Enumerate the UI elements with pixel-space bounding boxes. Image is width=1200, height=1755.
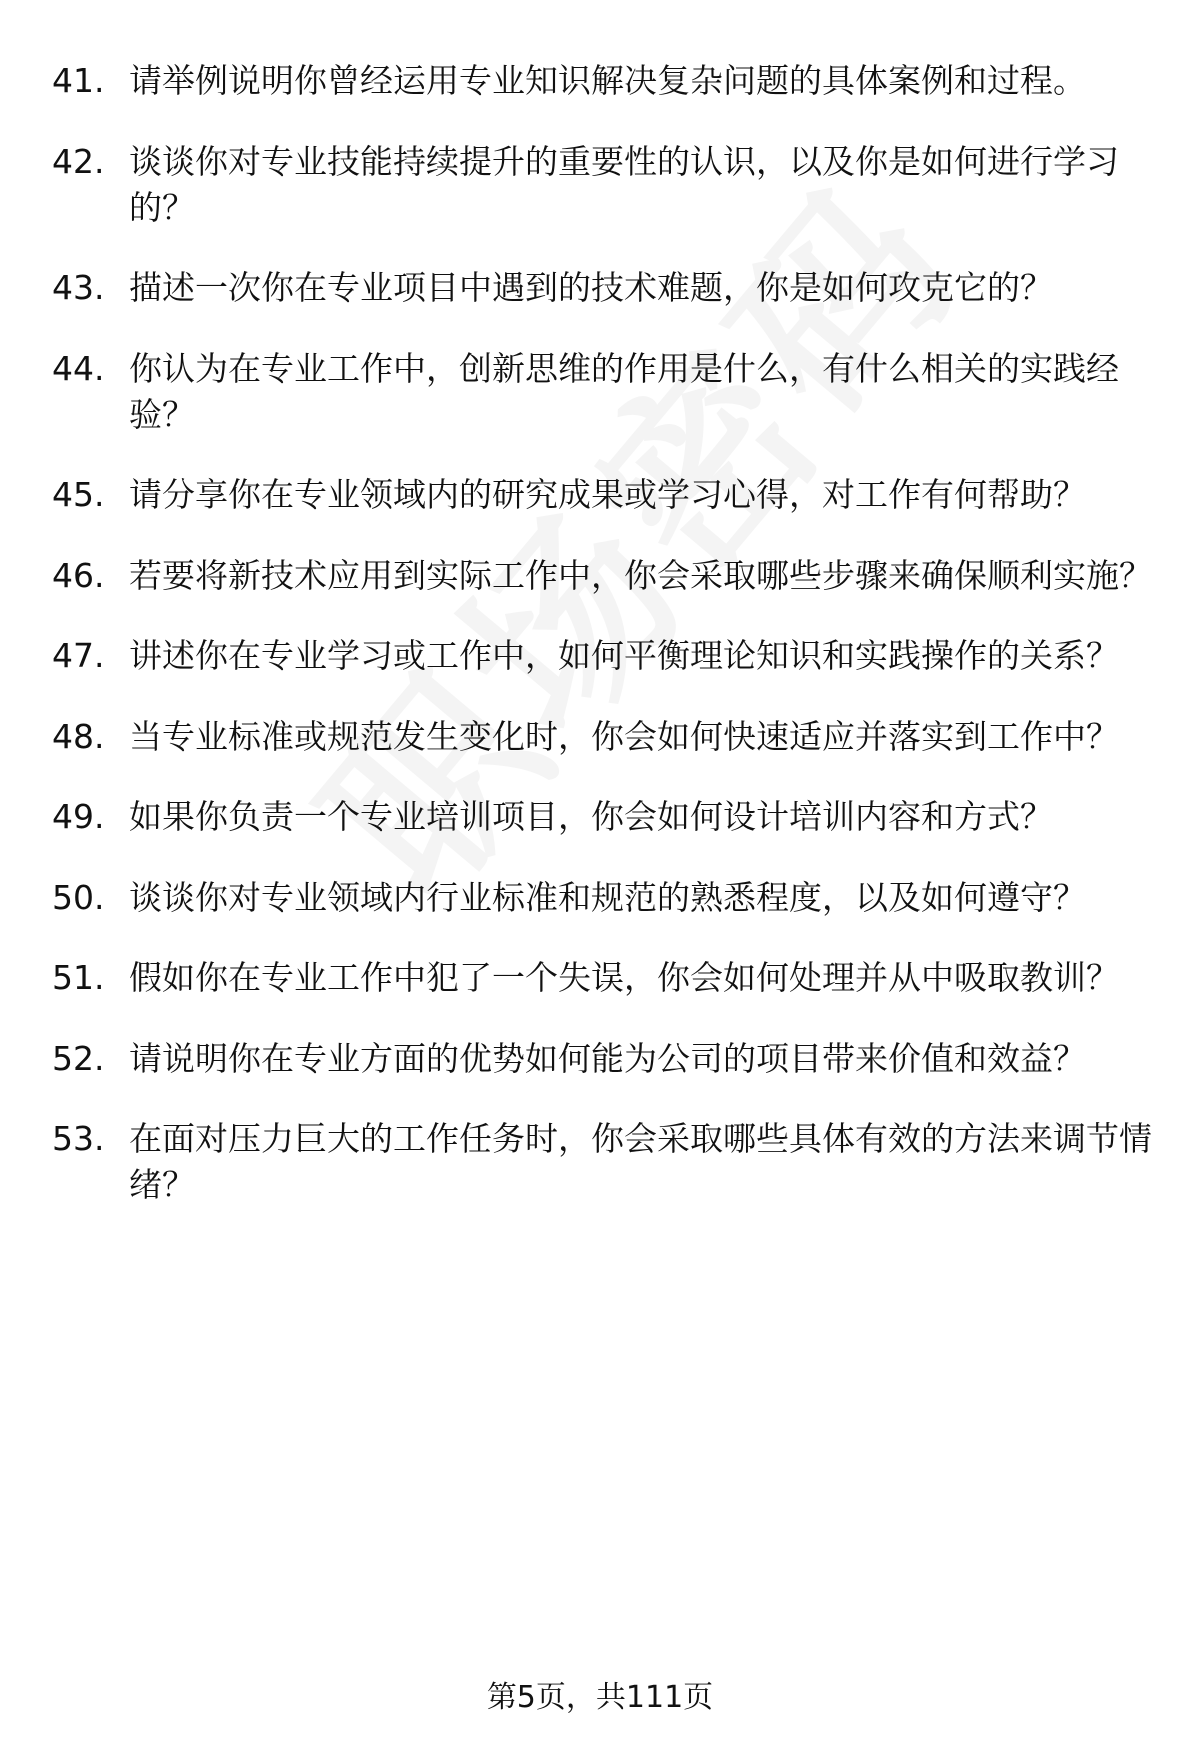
question-number: 47. — [52, 636, 105, 675]
question-number: 44. — [52, 348, 105, 388]
question-number: 46. — [52, 555, 105, 595]
question-item — [52, 346, 1162, 438]
question-item — [52, 265, 1162, 311]
question-item — [52, 139, 1162, 231]
question-item — [52, 553, 1162, 599]
question-list — [52, 58, 1162, 1243]
question-number: 49. — [52, 797, 105, 836]
question-text: 如果你负责一个专业培训项目，你会如何设计培训内容和方式？ — [129, 797, 1053, 836]
question-text: 请举例说明你曾经运用专业知识解决复杂问题的具体案例和过程。 — [129, 61, 1086, 100]
question-text: 谈谈你对专业技能持续提升的重要性的认识，以及你是如何进行学习的？ — [129, 141, 1119, 227]
question-item — [52, 1036, 1162, 1082]
question-number: 45. — [52, 475, 105, 514]
question-text: 请说明你在专业方面的优势如何能为公司的项目带来价值和效益？ — [129, 1038, 1086, 1078]
question-item — [52, 875, 1162, 921]
question-number: 48. — [52, 716, 105, 756]
question-text: 讲述你在专业学习或工作中，如何平衡理论知识和实践操作的关系？ — [129, 636, 1119, 675]
question-number: 50. — [52, 877, 105, 917]
question-text: 请分享你在专业领域内的研究成果或学习心得，对工作有何帮助？ — [129, 475, 1086, 514]
question-text: 谈谈你对专业领域内行业标准和规范的熟悉程度，以及如何遵守？ — [129, 877, 1086, 917]
question-item — [52, 714, 1162, 760]
question-text: 在面对压力巨大的工作任务时，你会采取哪些具体有效的方法来调节情绪？ — [129, 1119, 1152, 1204]
question-text: 假如你在专业工作中犯了一个失误，你会如何处理并从中吸取教训？ — [129, 958, 1119, 997]
question-number: 43. — [52, 268, 105, 307]
question-item — [52, 58, 1162, 104]
question-item — [52, 633, 1162, 679]
question-text: 当专业标准或规范发生变化时，你会如何快速适应并落实到工作中？ — [129, 716, 1119, 756]
question-item — [52, 472, 1162, 518]
question-text: 若要将新技术应用到实际工作中，你会采取哪些步骤来确保顺利实施？ — [129, 555, 1152, 595]
question-number: 51. — [52, 958, 105, 997]
question-item — [52, 955, 1162, 1001]
page-footer: 第5页，共111页 — [486, 1680, 714, 1715]
question-number: 41. — [52, 61, 105, 100]
question-number: 53. — [52, 1119, 105, 1158]
question-number: 42. — [52, 141, 105, 181]
question-item — [52, 1116, 1162, 1208]
question-number: 52. — [52, 1038, 105, 1078]
question-text: 描述一次你在专业项目中遇到的技术难题，你是如何攻克它的？ — [129, 268, 1053, 307]
question-text: 你认为在专业工作中，创新思维的作用是什么，有什么相关的实践经验？ — [129, 348, 1119, 434]
question-item — [52, 794, 1162, 840]
